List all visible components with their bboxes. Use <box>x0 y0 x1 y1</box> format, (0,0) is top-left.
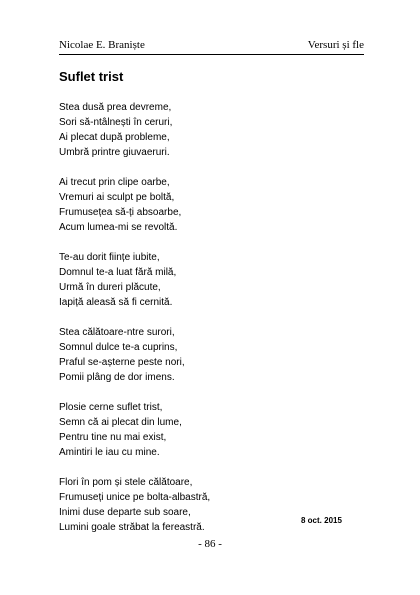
poem-line: Te-au dorit ființe iubite, <box>59 252 160 263</box>
stanza-2 <box>59 175 379 235</box>
poem-line: Flori în pom și stele călătoare, <box>59 477 193 488</box>
header-author: Nicolae E. Braniște <box>59 39 145 51</box>
stanza-3 <box>59 250 379 310</box>
poem-line: Ai trecut prin clipe oarbe, <box>59 177 170 188</box>
poem-title: Suflet trist <box>59 69 124 84</box>
page-number: - 86 - <box>198 538 222 550</box>
poem-line: Umbră printre giuvaeruri. <box>59 147 170 158</box>
poem-line: Inimi duse departe sub soare, <box>59 507 191 518</box>
poem-line: Domnul te-a luat fără milă, <box>59 267 177 278</box>
poem-line: Lumini goale străbat la fereastră. <box>59 522 205 533</box>
poem-line: Somnul dulce te-a cuprins, <box>59 342 178 353</box>
poem-line: Stea călătoare-ntre surori, <box>59 327 175 338</box>
poem-line: Acum lumea-mi se revoltă. <box>59 222 178 233</box>
stanza-4 <box>59 325 379 385</box>
poem-line: Plosie cerne suflet trist, <box>59 402 163 413</box>
poem-line: Pentru tine nu mai exist, <box>59 432 167 443</box>
poem-line: Frumusețea să-ți absoarbe, <box>59 207 182 218</box>
stanza-1 <box>59 100 379 160</box>
poem-line: Iapiță aleasă să fi cernită. <box>59 297 173 308</box>
poem-line: Pomii plâng de dor imens. <box>59 372 175 383</box>
poem-line: Semn că ai plecat din lume, <box>59 417 182 428</box>
poem-line: Praful se-așterne peste nori, <box>59 357 185 368</box>
header-book-title: Versuri și fle <box>307 39 364 51</box>
poem-body <box>59 100 379 535</box>
poem-line: Frumuseți unice pe bolta-albastră, <box>59 492 211 503</box>
poem-date: 8 oct. 2015 <box>301 516 342 525</box>
poem-line: Sori să-ntâlnești în ceruri, <box>59 117 173 128</box>
poem-line: Urmă în dureri plăcute, <box>59 282 161 293</box>
poem-line: Amintiri le iau cu mine. <box>59 447 160 458</box>
poem-line: Ai plecat după probleme, <box>59 132 170 143</box>
poem-line: Stea dusă prea devreme, <box>59 102 172 113</box>
page-header <box>59 38 364 55</box>
stanza-5 <box>59 400 379 460</box>
poem-line: Vremuri ai sculpt pe boltă, <box>59 192 175 203</box>
